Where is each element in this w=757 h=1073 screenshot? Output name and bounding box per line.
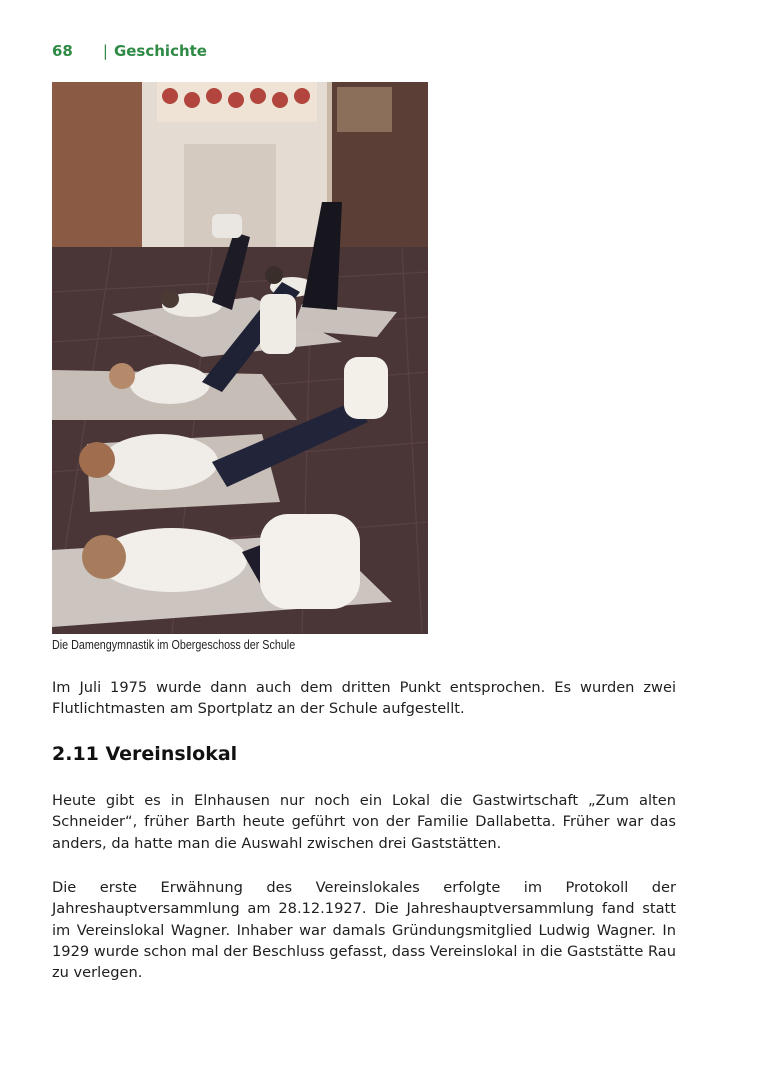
photo-caption: Die Damengymnastik im Obergeschoss der Schule bbox=[52, 638, 296, 652]
header-separator: | bbox=[102, 42, 108, 60]
gymnastics-photo bbox=[52, 82, 428, 634]
section-title: Geschichte bbox=[113, 42, 207, 60]
paragraph-first-mention: Die erste Erwähnung des Vereinslokales erfolgte im Protokoll der Jahreshauptversammlung am 28.12.1927. Die Jahreshauptversammlung fand statt im Vereinslokal Wagner. Inhaber war damals Gründungsmitglied Ludwig Wagner. In 1929 wurde schon mal der Beschluss gefasst, dass Vereinslokal in die Gaststätte Rau zu verlegen. bbox=[52, 879, 676, 982]
paragraph-floodlights: Im Juli 1975 wurde dann auch dem dritten Punkt entsprochen. Es wurden zwei Flutlichtmasten am Sportplatz an der Schule aufgestellt. bbox=[52, 679, 676, 718]
running-header bbox=[52, 42, 207, 60]
page-number: 68 bbox=[52, 42, 73, 60]
section-heading: 2.11 Vereinslokal bbox=[52, 743, 238, 765]
paragraph-restaurant: Heute gibt es in Elnhausen nur noch ein Lokal die Gastwirtschaft „Zum alten Schneider“, früher Barth heute geführt von der Familie Dallabetta. Früher war das anders, da hatte man die Auswahl zwischen drei Gaststätten. bbox=[52, 792, 676, 852]
